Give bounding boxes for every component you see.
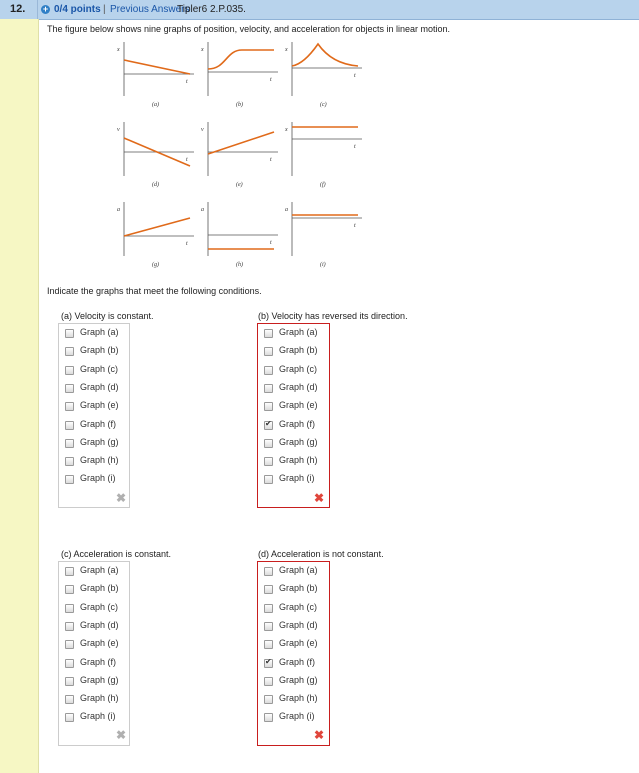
graph-c bbox=[284, 42, 362, 108]
graph-b bbox=[200, 42, 278, 108]
option-checkbox[interactable] bbox=[65, 567, 74, 576]
graph-t-axis-label: t bbox=[186, 157, 188, 163]
option-label: Graph (g) bbox=[80, 674, 119, 685]
part-title: (c) Acceleration is constant. bbox=[61, 549, 172, 559]
problem-reference: Tipler6 2.P.035. bbox=[177, 4, 246, 15]
option-label: Graph (f) bbox=[279, 418, 316, 429]
option-checkbox[interactable] bbox=[264, 567, 273, 576]
option-checkbox[interactable] bbox=[65, 457, 74, 466]
question-header bbox=[0, 0, 639, 20]
graph-curve bbox=[208, 50, 274, 69]
option-label: Graph (f) bbox=[279, 656, 316, 667]
graph-curve bbox=[124, 60, 190, 74]
graph-caption: (f) bbox=[320, 182, 326, 188]
graph-t-axis-label: t bbox=[186, 79, 188, 85]
graph-curve bbox=[292, 44, 358, 66]
header-separator: | bbox=[103, 4, 106, 15]
option-checkbox[interactable] bbox=[264, 622, 273, 631]
graphs-figure bbox=[100, 40, 370, 280]
result-x-icon: ✖ bbox=[314, 728, 325, 742]
option-checkbox[interactable] bbox=[65, 604, 74, 613]
graph-t-axis-label: t bbox=[354, 223, 356, 229]
option-checkbox[interactable] bbox=[65, 677, 74, 686]
graph-y-axis-label: x bbox=[285, 127, 288, 133]
option-label: Graph (e) bbox=[80, 638, 119, 649]
option-checkbox[interactable] bbox=[65, 384, 74, 393]
graph-curve bbox=[124, 218, 190, 236]
option-checkbox[interactable] bbox=[65, 439, 74, 448]
graph-t-axis-label: t bbox=[270, 157, 272, 163]
option-checkbox[interactable] bbox=[264, 713, 273, 722]
question-instruction: Indicate the graphs that meet the following conditions. bbox=[47, 286, 262, 296]
option-checkbox[interactable] bbox=[65, 366, 74, 375]
option-label: Graph (f) bbox=[80, 418, 117, 429]
option-checkbox[interactable] bbox=[65, 329, 74, 338]
option-checkbox[interactable] bbox=[65, 402, 74, 411]
option-label: Graph (b) bbox=[80, 583, 119, 594]
graph-y-axis-label: v bbox=[117, 127, 120, 133]
option-checkbox[interactable] bbox=[65, 695, 74, 704]
option-checkbox[interactable] bbox=[65, 622, 74, 631]
result-x-icon: ✖ bbox=[116, 491, 127, 505]
graph-f bbox=[284, 122, 362, 188]
option-label: Graph (c) bbox=[279, 363, 318, 374]
option-label: Graph (d) bbox=[279, 619, 318, 630]
graph-caption: (g) bbox=[152, 262, 159, 268]
option-checkbox[interactable] bbox=[264, 659, 273, 668]
option-checkbox[interactable] bbox=[264, 329, 273, 338]
graph-caption: (a) bbox=[152, 102, 159, 108]
graph-y-axis-label: v bbox=[201, 127, 204, 133]
graph-y-axis-label: a bbox=[285, 207, 288, 213]
expand-plus-icon[interactable]: + bbox=[42, 4, 49, 14]
option-label: Graph (h) bbox=[279, 693, 318, 704]
answer-box bbox=[257, 561, 330, 746]
graph-caption: (h) bbox=[236, 262, 243, 268]
graph-caption: (e) bbox=[236, 182, 243, 188]
graph-t-axis-label: t bbox=[270, 240, 272, 246]
option-label: Graph (d) bbox=[279, 381, 318, 392]
option-checkbox[interactable] bbox=[264, 439, 273, 448]
option-checkbox[interactable] bbox=[65, 585, 74, 594]
points-score: 0/4 points bbox=[54, 4, 101, 15]
option-label: Graph (a) bbox=[80, 327, 119, 337]
option-label: Graph (g) bbox=[80, 436, 119, 447]
graph-t-axis-label: t bbox=[186, 241, 188, 247]
option-label: Graph (a) bbox=[279, 565, 318, 575]
option-checkbox[interactable] bbox=[264, 421, 273, 430]
option-label: Graph (e) bbox=[279, 400, 318, 411]
option-label: Graph (d) bbox=[80, 381, 119, 392]
option-checkbox[interactable] bbox=[264, 402, 273, 411]
part-title: (b) Velocity has reversed its direction. bbox=[258, 311, 408, 321]
part-title: (d) Acceleration is not constant. bbox=[258, 549, 384, 559]
graph-i bbox=[285, 202, 362, 268]
option-checkbox[interactable] bbox=[264, 677, 273, 686]
question-number: 12. bbox=[0, 0, 38, 19]
result-x-icon: ✖ bbox=[116, 728, 127, 742]
option-label: Graph (c) bbox=[80, 601, 119, 612]
option-checkbox[interactable] bbox=[65, 659, 74, 668]
graph-g bbox=[117, 202, 194, 268]
option-checkbox[interactable] bbox=[264, 585, 273, 594]
graph-y-axis-label: a bbox=[117, 207, 120, 213]
option-label: Graph (d) bbox=[80, 619, 119, 630]
option-checkbox[interactable] bbox=[264, 366, 273, 375]
answer-box bbox=[257, 323, 330, 508]
option-label: Graph (e) bbox=[80, 400, 119, 411]
option-label: Graph (h) bbox=[279, 455, 318, 466]
graph-a bbox=[116, 42, 194, 108]
graph-caption: (b) bbox=[236, 102, 243, 108]
option-label: Graph (i) bbox=[80, 473, 116, 484]
graph-h bbox=[201, 202, 278, 268]
graph-t-axis-label: t bbox=[270, 77, 272, 83]
option-label: Graph (i) bbox=[279, 473, 315, 484]
graph-curve bbox=[208, 132, 274, 154]
graph-y-axis-label: x bbox=[285, 47, 288, 53]
option-checkbox[interactable] bbox=[264, 604, 273, 613]
left-sidebar-strip bbox=[0, 19, 39, 773]
option-checkbox[interactable] bbox=[65, 475, 74, 484]
option-label: Graph (h) bbox=[80, 693, 119, 704]
option-checkbox[interactable] bbox=[264, 475, 273, 484]
graph-e bbox=[201, 122, 278, 188]
graph-t-axis-label: t bbox=[354, 73, 356, 79]
graph-y-axis-label: x bbox=[117, 47, 120, 53]
answer-box bbox=[58, 323, 130, 508]
option-checkbox[interactable] bbox=[264, 384, 273, 393]
option-label: Graph (f) bbox=[80, 656, 117, 667]
option-checkbox[interactable] bbox=[65, 347, 74, 356]
graph-t-axis-label: t bbox=[354, 144, 356, 150]
question-intro: The figure below shows nine graphs of position, velocity, and acceleration for objects in linear motion. bbox=[47, 24, 451, 34]
option-label: Graph (b) bbox=[279, 583, 318, 594]
graph-caption: (d) bbox=[152, 182, 159, 188]
graph-d bbox=[117, 122, 194, 188]
option-label: Graph (b) bbox=[279, 345, 318, 356]
option-checkbox[interactable] bbox=[264, 457, 273, 466]
option-label: Graph (i) bbox=[80, 711, 116, 722]
option-label: Graph (g) bbox=[279, 674, 318, 685]
graph-y-axis-label: x bbox=[201, 47, 204, 53]
option-label: Graph (i) bbox=[279, 711, 315, 722]
option-checkbox[interactable] bbox=[264, 347, 273, 356]
option-checkbox[interactable] bbox=[65, 421, 74, 430]
option-checkbox[interactable] bbox=[264, 640, 273, 649]
option-checkbox[interactable] bbox=[65, 713, 74, 722]
option-checkbox[interactable] bbox=[264, 695, 273, 704]
option-label: Graph (a) bbox=[80, 565, 119, 575]
graph-caption: (c) bbox=[320, 102, 327, 108]
option-label: Graph (b) bbox=[80, 345, 119, 356]
option-label: Graph (a) bbox=[279, 327, 318, 337]
option-label: Graph (c) bbox=[279, 601, 318, 612]
option-label: Graph (g) bbox=[279, 436, 318, 447]
option-label: Graph (e) bbox=[279, 638, 318, 649]
option-label: Graph (c) bbox=[80, 363, 119, 374]
option-label: Graph (h) bbox=[80, 455, 119, 466]
answer-box bbox=[58, 561, 130, 746]
result-x-icon: ✖ bbox=[314, 491, 325, 505]
graph-caption: (i) bbox=[320, 262, 326, 268]
option-checkbox[interactable] bbox=[65, 640, 74, 649]
previous-answers-link[interactable]: Previous Answers bbox=[110, 4, 190, 15]
graph-y-axis-label: a bbox=[201, 207, 204, 213]
part-title: (a) Velocity is constant. bbox=[61, 311, 154, 321]
